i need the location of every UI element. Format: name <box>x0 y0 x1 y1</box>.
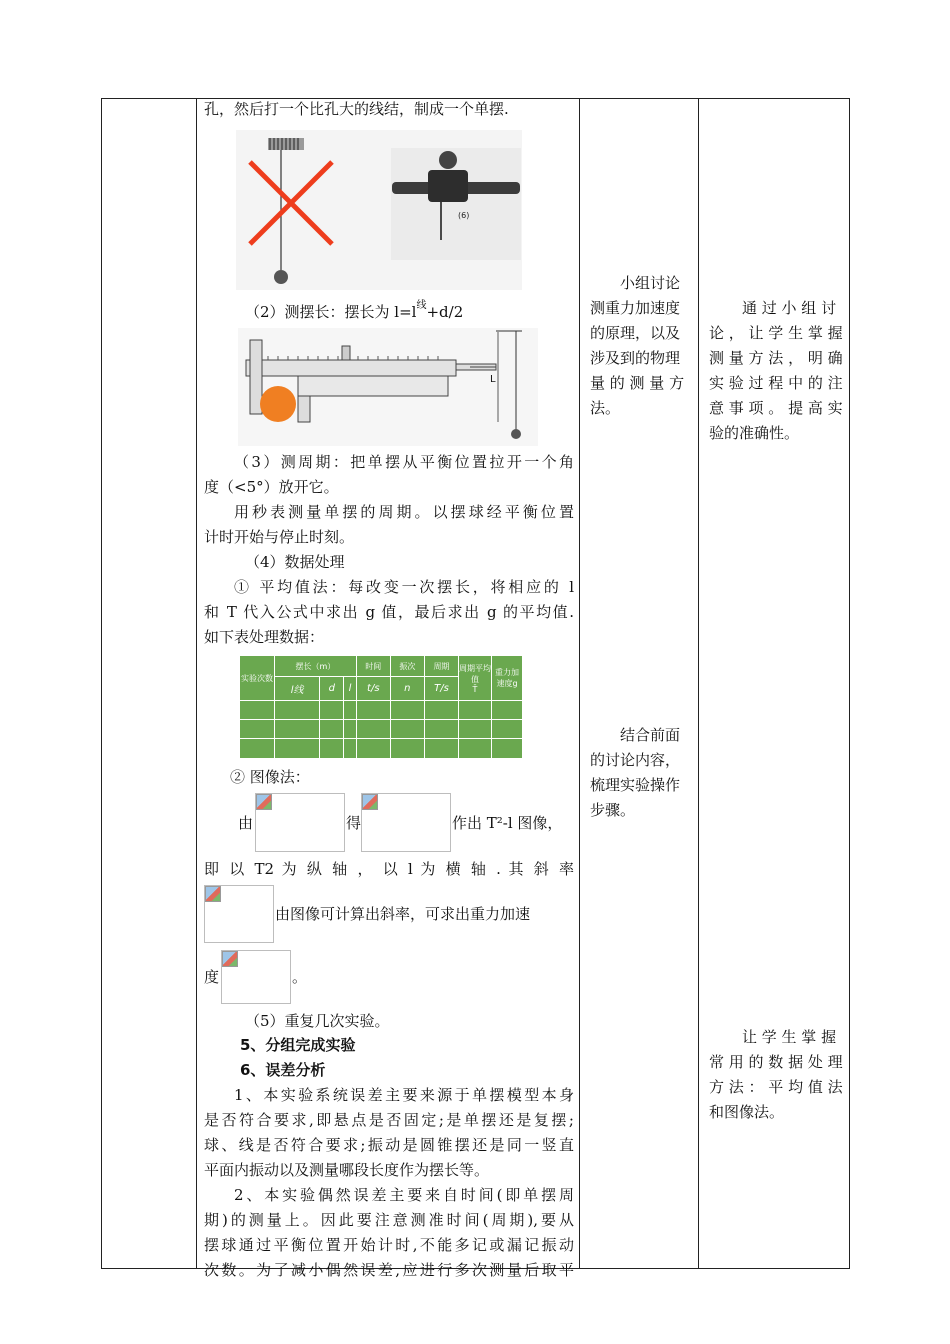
broken-image-icon <box>362 794 378 810</box>
activity-2-line-3: 梳理实验操作 <box>590 776 681 794</box>
formula-image-1 <box>255 793 345 852</box>
suspension-figure <box>236 130 522 290</box>
column-divider-3 <box>698 98 699 1269</box>
step-3-line-2: 度（<5°）放开它。 <box>204 478 339 496</box>
activity-1-line-4: 涉及到的物理 <box>590 349 681 367</box>
column-divider-2 <box>579 98 580 1269</box>
average-period-text: 周期平均值 <box>459 663 491 684</box>
measured-ball <box>260 386 296 422</box>
step-2-end: +d/2 <box>426 303 464 321</box>
activity-2-line-2: 的讨论内容， <box>590 751 681 769</box>
activity-1-line-5: 量 的 测 量 方 <box>590 374 685 392</box>
step-2-main: （2）测摆长：摆长为 l=l <box>245 303 417 321</box>
step-3-line-3: 用秒表测量单摆的周期。以摆球经平衡位置 <box>234 503 574 521</box>
figure-label: (6) <box>458 211 470 220</box>
design-intent-2 <box>709 1025 843 1125</box>
activity-1-line-1: 小组讨论 <box>620 274 681 292</box>
error-1-line-1: 1、本实验系统误差主要来源于单摆模型本身 <box>234 1086 574 1104</box>
header-gravity: 重力加速度g <box>492 656 523 701</box>
error-1-line-2: 是否符合要求,即悬点是否固定;是单摆还是复摆; <box>204 1111 574 1129</box>
lock-screw <box>342 346 350 360</box>
caliper-figure <box>238 328 538 446</box>
length-label: L <box>490 374 496 385</box>
data-processing-table <box>239 655 523 759</box>
broken-image-icon <box>205 886 221 902</box>
header-period: 周期 <box>424 656 458 677</box>
intent-2-line-2: 常 用 的 数 据 处 理 <box>709 1053 843 1071</box>
formula-image-3 <box>204 885 274 943</box>
error-2-line-4: 次数。为了减小偶然误差,应进行多次测量后取平 <box>204 1261 574 1279</box>
table-row <box>240 701 523 720</box>
pendulum-bob <box>511 429 521 439</box>
text-make-graph: 作出 T²-l 图像， <box>452 814 563 832</box>
activity-2-line-4: 步骤。 <box>590 801 636 819</box>
clamp-photo-bg <box>391 148 521 260</box>
axis-description: 即 以 T2 为 纵 轴 ， 以 l 为 横 轴 . 其 斜 率 <box>204 860 574 878</box>
intent-1-line-4: 实 验 过 程 中 的 注 <box>709 374 843 392</box>
error-2-line-2: 期)的测量上。因此要注意测准时间(周期),要从 <box>204 1211 574 1229</box>
clamp <box>428 170 468 202</box>
text-period-mark: 。 <box>292 968 308 986</box>
graph-method-heading: ② 图像法： <box>230 768 310 786</box>
design-intent-1 <box>709 296 843 446</box>
moving-jaw <box>298 396 310 422</box>
section-6-heading: 6、误差分析 <box>240 1061 326 1079</box>
step-2-text <box>245 300 463 325</box>
activity-1-line-2: 测重力加速度 <box>590 299 681 317</box>
sub-t: t/s <box>356 677 390 701</box>
column-divider-1 <box>196 98 197 1269</box>
step-3-line-4: 计时开始与停止时刻。 <box>204 528 355 546</box>
student-activity-1 <box>590 271 692 421</box>
student-activity-2 <box>590 723 692 823</box>
formula-image-2 <box>361 793 451 852</box>
step-2-subscript: 线 <box>416 300 427 311</box>
step-5-text: （5）重复几次实验。 <box>245 1012 390 1030</box>
main-scale <box>246 360 456 376</box>
intent-1-line-2: 论 ， 让 学 生 掌 握 <box>709 324 843 342</box>
intent-2-line-3: 方 法 ： 平 均 值 法 <box>709 1078 843 1096</box>
intent-1-line-5: 意 事 项 。 提 高 实 <box>709 399 843 417</box>
text-de: 得 <box>346 814 362 832</box>
header-length: 摆长（m） <box>275 656 357 677</box>
error-2-line-3: 摆球通过平衡位置开始计时,不能多记或漏记振动 <box>204 1236 574 1254</box>
header-oscillations: 振次 <box>390 656 424 677</box>
sub-T: T/s <box>424 677 458 701</box>
error-2-line-1: 2、本实验偶然误差主要来自时间(即单摆周 <box>234 1186 574 1204</box>
error-1-line-4: 平面内振动以及测量哪段长度作为摆长等。 <box>204 1161 490 1179</box>
mean-method-line-1: ① 平均值法：每改变一次摆长，将相应的 l <box>234 578 574 596</box>
vernier-slider <box>298 376 448 396</box>
bob-wrong <box>274 270 288 284</box>
table-row <box>240 739 523 759</box>
intent-1-line-6: 验的准确性。 <box>709 424 800 442</box>
mean-method-line-2: 和 T 代入公式中求出 g 值，最后求出 g 的平均值. <box>204 603 574 621</box>
sub-l: l <box>344 677 356 701</box>
average-period-symbol: T̄ <box>472 684 478 694</box>
intent-2-line-1: 让 学 生 掌 握 <box>742 1028 837 1046</box>
sub-l-line: l线 <box>275 677 320 701</box>
suspension-diagram <box>236 130 522 290</box>
broken-image-icon <box>222 951 238 967</box>
table-row <box>240 720 523 739</box>
broken-image-icon <box>256 794 272 810</box>
clamp-knob <box>439 151 457 169</box>
activity-1-line-6: 法。 <box>590 399 621 417</box>
header-average-period <box>459 656 492 701</box>
text-du: 度 <box>204 968 220 986</box>
section-5-heading: 5、分组完成实验 <box>240 1036 356 1054</box>
activity-1-line-3: 的原理，以及 <box>590 324 681 342</box>
intent-1-line-3: 测 量 方 法 ， 明 确 <box>709 349 843 367</box>
step-4-heading: （4）数据处理 <box>245 553 345 571</box>
pendulum-intro-text: 孔，然后打一个比孔大的线结，制成一个单摆. <box>204 100 509 118</box>
mean-method-line-3: 如下表处理数据： <box>204 628 325 646</box>
sub-n: n <box>390 677 424 701</box>
intent-2-line-4: 和图像法。 <box>709 1103 785 1121</box>
header-trial-no: 实验次数 <box>240 656 275 701</box>
step-3-line-1: （3）测周期：把单摆从平衡位置拉开一个角 <box>234 453 574 471</box>
formula-image-4 <box>221 950 291 1004</box>
error-1-line-3: 球、线是否符合要求;振动是圆锥摆还是同一竖直 <box>204 1136 574 1154</box>
header-time: 时间 <box>356 656 390 677</box>
intent-1-line-1: 通 过 小 组 讨 <box>742 299 837 317</box>
activity-2-line-1: 结合前面 <box>620 726 681 744</box>
text-you: 由 <box>238 814 254 832</box>
slope-text: 由图像可计算出斜率，可求出重力加速 <box>275 905 531 923</box>
sub-d: d <box>320 677 344 701</box>
caliper-diagram <box>238 328 538 446</box>
